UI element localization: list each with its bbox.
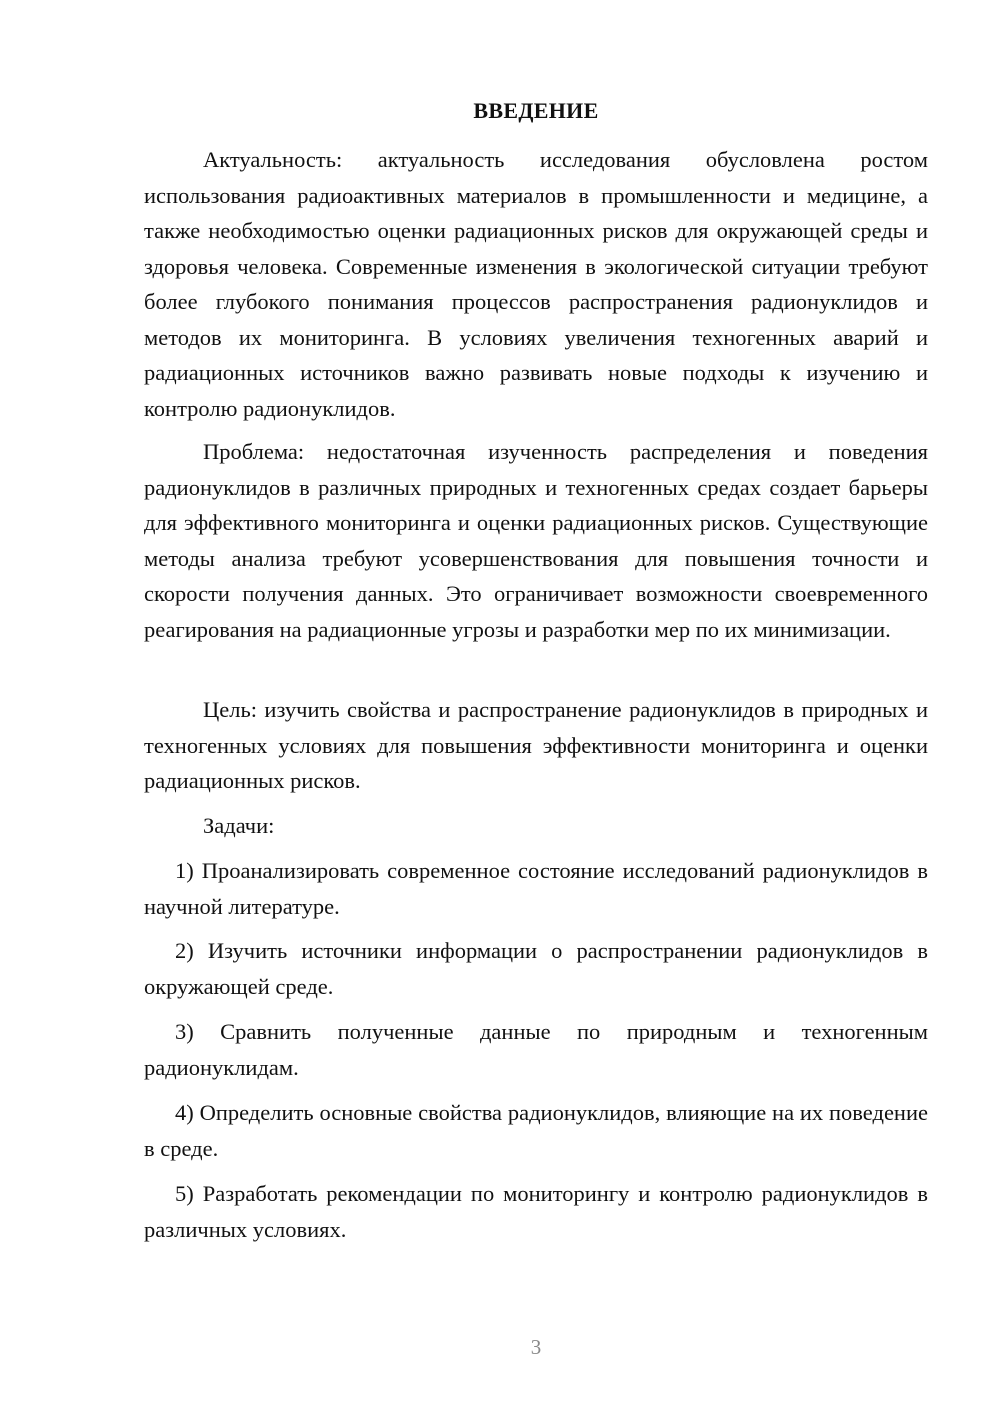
task-item: 4) Определить основные свойства радионуклидов, влияющие на их поведение в среде. [144,1100,928,1161]
tasks-heading: Задачи: [203,813,275,838]
task-item: 1) Проанализировать современное состояние исследований радионуклидов в научной литературе. [144,858,928,919]
task-item: 5) Разработать рекомендации по мониторингу и контролю радионуклидов в различных условиях. [144,1181,928,1242]
page-number: 3 [530,1335,542,1359]
problem-paragraph: Проблема: недостаточная изученность распределения и поведения радионуклидов в различных природных и техногенных средах создает барьеры для эффективного мониторинга и оценки радиационных рисков. Существующие методы анализа требуют усовершенствования для повышения точности и скорости получения данных. Это ограничивает возможности своевременного реагирования на радиационные угрозы и разработки мер по их минимизации. [144,439,928,642]
goal-paragraph: Цель: изучить свойства и распространение радионуклидов в природных и техногенных условиях для повышения эффективности мониторинга и оценки радиационных рисков. [144,697,928,793]
task-item: 3) Сравнить полученные данные по природным и техногенным радионуклидам. [144,1019,928,1080]
task-item: 2) Изучить источники информации о распространении радионуклидов в окружающей среде. [144,938,928,999]
page-title: ВВЕДЕНИЕ [473,98,599,123]
relevance-paragraph: Актуальность: актуальность исследования обусловлена ростом использования радиоактивных материалов в промышленности и медицине, а также необходимостью оценки радиационных рисков для окружающей среды и здоровья человека. Современные изменения в экологической ситуации требуют более глубокого понимания процессов распространения радионуклидов и методов их мониторинга. В условиях увеличения техногенных аварий и радиационных источников важно развивать новые подходы к изучению и контролю радионуклидов. [144,147,928,421]
